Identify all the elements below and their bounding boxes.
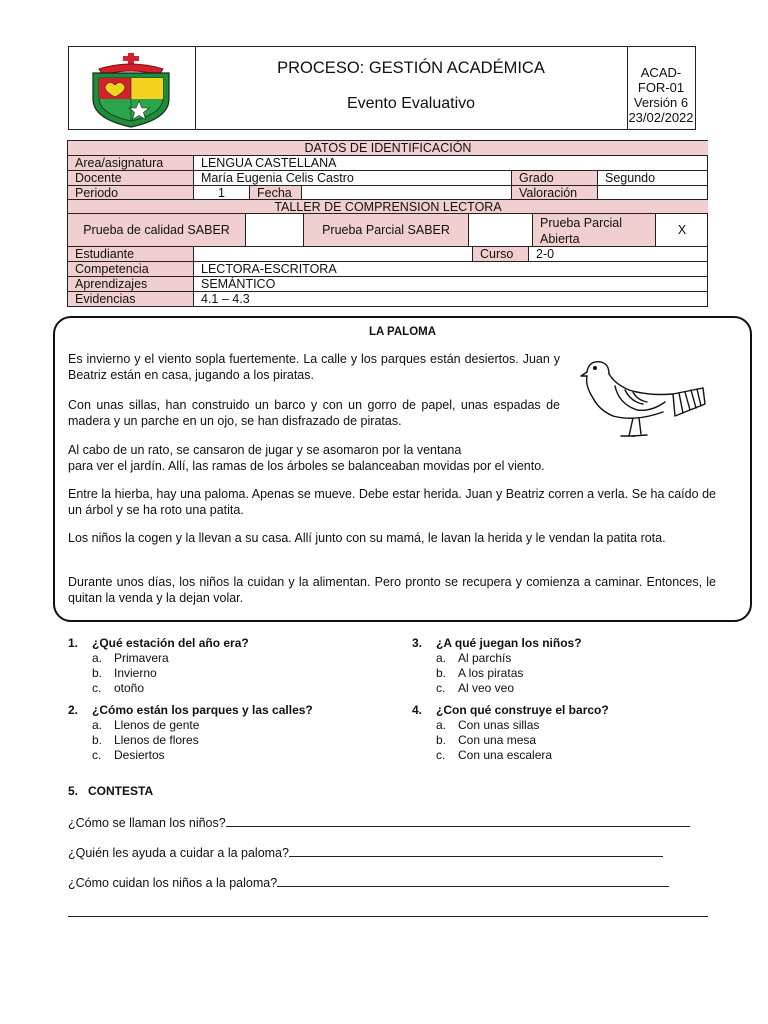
question-3-number: 3. — [412, 636, 423, 650]
story-title: LA PALOMA — [368, 326, 437, 338]
document-header — [68, 46, 696, 130]
prueba-parcial-saber-box[interactable] — [469, 214, 533, 247]
story-paragraph-3b: para ver el jardín. Allí, las ramas de los árboles se balanceaban movidas por el viento. — [68, 459, 545, 473]
document-date: 23/02/2022 — [628, 110, 694, 125]
prueba-parcial-saber-label: Prueba Parcial SABER — [304, 214, 469, 247]
question-4-text: ¿Con qué construye el barco? — [436, 703, 609, 717]
question-2 — [68, 703, 388, 763]
question-3-option-c[interactable]: c. Al veo veo — [436, 681, 515, 695]
aprendizajes-value: SEMÁNTICO — [194, 277, 708, 292]
area-value: LENGUA CASTELLANA — [194, 156, 708, 171]
question-3-text: ¿A qué juegan los niños? — [436, 636, 582, 650]
question-1-option-b[interactable]: b. Invierno — [92, 666, 157, 680]
curso-label: Curso — [473, 247, 529, 262]
grado-value: Segundo — [598, 171, 708, 186]
question-1-option-a[interactable]: a. Primavera — [92, 651, 169, 665]
question-2-option-a[interactable]: a. Llenos de gente — [92, 718, 200, 732]
docente-label: Docente — [68, 171, 194, 186]
periodo-label: Periodo — [68, 186, 194, 200]
story-paragraph-4: Entre la hierba, hay una paloma. Apenas se mueve. Debe estar herida. Juan y Beatriz corren a verla. Se ha caído de un árbol y se ha roto una patita. — [68, 487, 716, 517]
story-paragraph-5: Los niños la cogen y la llevan a su casa. Allí junto con su mamá, le lavan la herida y le vendan la patita rota. — [68, 531, 666, 545]
valoracion-value[interactable] — [598, 186, 708, 200]
question-3 — [412, 636, 732, 696]
story-paragraph-3a: Al cabo de un rato, se cansaron de jugar y se asomaron por la ventana — [68, 443, 462, 457]
curso-value: 2-0 — [529, 247, 708, 262]
question-4-option-c[interactable]: c. Con una escalera — [436, 748, 553, 762]
fecha-label: Fecha — [250, 186, 302, 200]
aprendizajes-label: Aprendizajes — [68, 277, 194, 292]
process-title: PROCESO: GESTIÓN ACADÉMICA — [277, 59, 545, 77]
prueba-parcial-abierta-line2: Abierta — [540, 232, 580, 246]
story-paragraph-6: Durante unos días, los niños la cuidan y la alimentan. Pero pronto se recupera y comienza a caminar. Entonces, le quitan la venda y la dejan volar. — [68, 575, 716, 605]
question-2-option-c[interactable]: c. Desiertos — [92, 748, 165, 762]
valoracion-label: Valoración — [512, 186, 598, 200]
prueba-parcial-abierta-line1: Prueba Parcial — [540, 216, 622, 230]
prueba-saber-label: Prueba de calidad SABER — [68, 214, 246, 247]
estudiante-label: Estudiante — [68, 247, 194, 262]
question-4-number: 4. — [412, 703, 423, 717]
event-subtitle: Evento Evaluativo — [346, 95, 476, 112]
answer-line-3[interactable] — [68, 874, 716, 890]
contesta-heading: 5. CONTESTA — [68, 784, 154, 798]
answer-blank-3[interactable] — [277, 874, 669, 887]
question-2-option-b[interactable]: b. Llenos de flores — [92, 733, 199, 747]
answer-line-1[interactable] — [68, 814, 716, 830]
area-label: Area/asignatura — [68, 156, 194, 171]
answer-blank-2[interactable] — [289, 844, 663, 857]
prueba-saber-box[interactable] — [246, 214, 304, 247]
competencia-label: Competencia — [68, 262, 194, 277]
dove-icon — [575, 356, 707, 448]
question-1-text: ¿Qué estación del año era? — [92, 636, 249, 650]
question-2-number: 2. — [68, 703, 79, 717]
question-2-text: ¿Cómo están los parques y las calles? — [92, 703, 313, 717]
school-crest-icon — [69, 47, 195, 131]
evidencias-label: Evidencias — [68, 292, 194, 306]
answer-blank-4[interactable] — [68, 904, 708, 917]
story-box — [53, 316, 752, 622]
competencia-value: LECTORA-ESCRITORA — [194, 262, 708, 277]
identification-table — [67, 140, 708, 307]
logo-cell — [69, 47, 196, 129]
periodo-value: 1 — [194, 186, 250, 200]
answer-line-2[interactable] — [68, 844, 716, 860]
answer-blank-1[interactable] — [226, 814, 690, 827]
section-datos-identificacion: DATOS DE IDENTIFICACIÓN — [68, 141, 708, 156]
question-3-option-a[interactable]: a. Al parchís — [436, 651, 512, 665]
question-4 — [412, 703, 732, 763]
question-3-option-b[interactable]: b. A los piratas — [436, 666, 524, 680]
story-paragraph-2: Con unas sillas, han construido un barco y con un gorro de papel, unas espadas de madera y un parche en un ojo, se han disfrazado de piratas. — [68, 398, 560, 428]
answer-line-4[interactable] — [68, 904, 716, 920]
evidencias-value: 4.1 – 4.3 — [201, 292, 250, 306]
document-version: Versión 6 — [633, 95, 689, 110]
estudiante-value[interactable] — [194, 247, 473, 262]
question-4-option-b[interactable]: b. Con una mesa — [436, 733, 537, 747]
answer-question-2: ¿Quién les ayuda a cuidar a la paloma? — [68, 846, 289, 860]
document-code: ACAD-FOR-01 — [637, 65, 685, 95]
header-title-cell — [195, 47, 628, 129]
grado-label: Grado — [512, 171, 598, 186]
prueba-parcial-abierta-label — [533, 214, 656, 247]
docente-value: María Eugenia Celis Castro — [194, 171, 512, 186]
header-code-cell — [627, 47, 695, 129]
section-taller-comprension: TALLER DE COMPRENSION LECTORA — [68, 200, 708, 214]
question-1 — [68, 636, 388, 696]
story-paragraph-1: Es invierno y el viento sopla fuertemente. La calle y los parques están desiertos. Juan y Beatriz están en casa, jugando a los piratas. — [68, 352, 560, 382]
answer-question-3: ¿Cómo cuidan los niños a la paloma? — [68, 876, 278, 890]
answer-question-1: ¿Cómo se llaman los niños? — [68, 816, 226, 830]
fecha-value[interactable] — [302, 186, 512, 200]
question-1-number: 1. — [68, 636, 79, 650]
prueba-parcial-abierta-mark[interactable]: X — [656, 214, 708, 247]
question-4-option-a[interactable]: a. Con unas sillas — [436, 718, 540, 732]
question-1-option-c[interactable]: c. otoño — [92, 681, 145, 695]
